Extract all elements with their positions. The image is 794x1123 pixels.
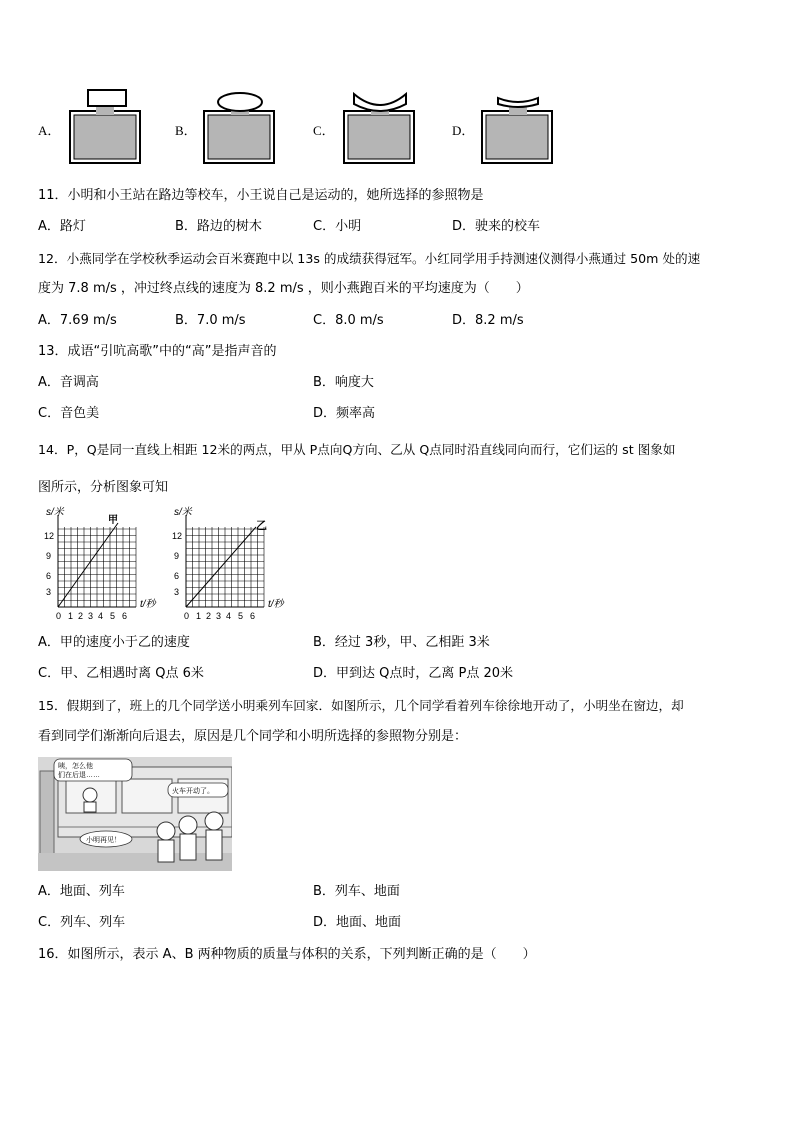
q11-option-d[interactable]: D．驶来的校车 bbox=[452, 219, 541, 234]
q15-option-d[interactable]: D．地面、地面 bbox=[313, 915, 402, 930]
q15-option-b[interactable]: B．列车、地面 bbox=[313, 884, 400, 899]
x-tick: 2 bbox=[206, 611, 212, 621]
x-tick: 4 bbox=[98, 611, 104, 621]
q13-stem: 13．成语“引吭高歌”中的“高”是指声音的 bbox=[38, 344, 277, 359]
q13-option-d[interactable]: D．频率高 bbox=[313, 406, 376, 421]
q11-stem: 11．小明和小王站在路边等校车，小王说自己是运动的，她所选择的参照物是 bbox=[38, 188, 484, 203]
q14-stem-line1: 14．P，Q是同一直线上相距 12米的两点，甲从 P点向Q方向、乙从 Q点同时沿直线同向而行，它们运的 st 图象如 bbox=[38, 442, 676, 457]
bubble-left-line2: 们在后退…… bbox=[58, 772, 100, 779]
bubble-right: 火车开动了。 bbox=[172, 788, 214, 795]
q12-option-d[interactable]: D．8.2 m/s bbox=[452, 313, 524, 328]
x-tick: 3 bbox=[88, 611, 94, 621]
q11-option-a[interactable]: A．路灯 bbox=[38, 219, 86, 234]
q15-option-a[interactable]: A．地面、列车 bbox=[38, 884, 125, 899]
y-tick: 9 bbox=[46, 551, 52, 561]
x-tick: 0 bbox=[184, 611, 190, 621]
y-tick: 6 bbox=[174, 571, 180, 581]
x-tick: 3 bbox=[216, 611, 222, 621]
q15-option-c[interactable]: C．列车、列车 bbox=[38, 915, 126, 930]
q12-option-b[interactable]: B．7.0 m/s bbox=[175, 313, 246, 328]
q14-option-d[interactable]: D．甲到达 Q点时，乙离 P点 20米 bbox=[313, 666, 514, 681]
q15-stem-line1: 15．假期到了，班上的几个同学送小明乘列车回家．如图所示，几个同学看着列车徐徐地开动了，小明坐在窗边，却 bbox=[38, 698, 684, 713]
x-tick: 4 bbox=[226, 611, 232, 621]
train-station-illustration bbox=[38, 757, 232, 871]
q10-option-d-label: D． bbox=[452, 123, 475, 138]
graph-grid bbox=[186, 527, 264, 607]
q14-option-c[interactable]: C．甲、乙相遇时离 Q点 6米 bbox=[38, 666, 204, 681]
y-tick: 3 bbox=[174, 587, 180, 597]
q10-option-c-figure bbox=[340, 88, 420, 166]
x-tick: 5 bbox=[110, 611, 116, 621]
y-axis-label: s/米 bbox=[174, 507, 192, 518]
x-tick: 6 bbox=[122, 611, 128, 621]
x-tick: 6 bbox=[250, 611, 256, 621]
q12-stem-line2: 度为 7.8 m/s ，冲过终点线的速度为 8.2 m/s ，则小燕跑百米的平均速度为（ ） bbox=[38, 281, 529, 296]
q10-option-a-figure bbox=[66, 88, 144, 166]
q10-option-d-figure bbox=[478, 88, 558, 166]
x-tick: 2 bbox=[78, 611, 84, 621]
q14-option-b[interactable]: B．经过 3秒，甲、乙相距 3米 bbox=[313, 635, 490, 650]
y-tick: 12 bbox=[172, 531, 183, 541]
x-axis-label: t/秒 bbox=[268, 599, 284, 610]
x-tick: 0 bbox=[56, 611, 62, 621]
x-tick: 1 bbox=[196, 611, 202, 621]
bubble-left-line1: 咦，怎么他 bbox=[58, 763, 93, 770]
st-graph-yi bbox=[168, 503, 290, 623]
q13-option-a[interactable]: A．音调高 bbox=[38, 375, 99, 390]
q14-stem-line2: 图所示，分析图象可知 bbox=[38, 480, 169, 495]
graph-grid bbox=[58, 527, 136, 607]
series-label-yi: 乙 bbox=[256, 520, 267, 532]
x-tick: 1 bbox=[68, 611, 74, 621]
series-label-jia: 甲 bbox=[108, 515, 118, 526]
q16-stem: 16．如图所示，表示 A、B 两种物质的质量与体积的关系，下列判断正确的是（ ） bbox=[38, 947, 536, 962]
q12-stem-line1: 12．小燕同学在学校秋季运动会百米赛跑中以 13s 的成绩获得冠军。小红同学用手持测速仪测得小燕通过 50m 处的速 bbox=[38, 251, 701, 266]
q11-option-c[interactable]: C．小明 bbox=[313, 219, 362, 234]
q10-option-b-label: B． bbox=[175, 123, 197, 138]
st-graph-jia bbox=[40, 503, 160, 623]
y-tick: 12 bbox=[44, 531, 55, 541]
y-tick: 3 bbox=[46, 587, 52, 597]
q13-option-b[interactable]: B．响度大 bbox=[313, 375, 374, 390]
x-axis-label: t/秒 bbox=[140, 599, 156, 610]
y-tick: 6 bbox=[46, 571, 52, 581]
y-tick: 9 bbox=[174, 551, 180, 561]
q13-option-c[interactable]: C．音色美 bbox=[38, 406, 100, 421]
q12-option-c[interactable]: C．8.0 m/s bbox=[313, 313, 384, 328]
q15-stem-line2: 看到同学们渐渐向后退去，原因是几个同学和小明所选择的参照物分别是： bbox=[38, 729, 468, 744]
q10-option-b-figure bbox=[200, 88, 280, 166]
q14-option-a[interactable]: A．甲的速度小于乙的速度 bbox=[38, 635, 190, 650]
q10-option-a-label: A． bbox=[38, 123, 61, 138]
y-axis-label: s/米 bbox=[46, 507, 64, 518]
bubble-bottom: 小明再见！ bbox=[86, 837, 121, 844]
series-line-yi bbox=[186, 527, 256, 607]
q10-option-c-label: C． bbox=[313, 123, 335, 138]
x-tick: 5 bbox=[238, 611, 244, 621]
q11-option-b[interactable]: B．路边的树木 bbox=[175, 219, 262, 234]
q12-option-a[interactable]: A．7.69 m/s bbox=[38, 313, 117, 328]
